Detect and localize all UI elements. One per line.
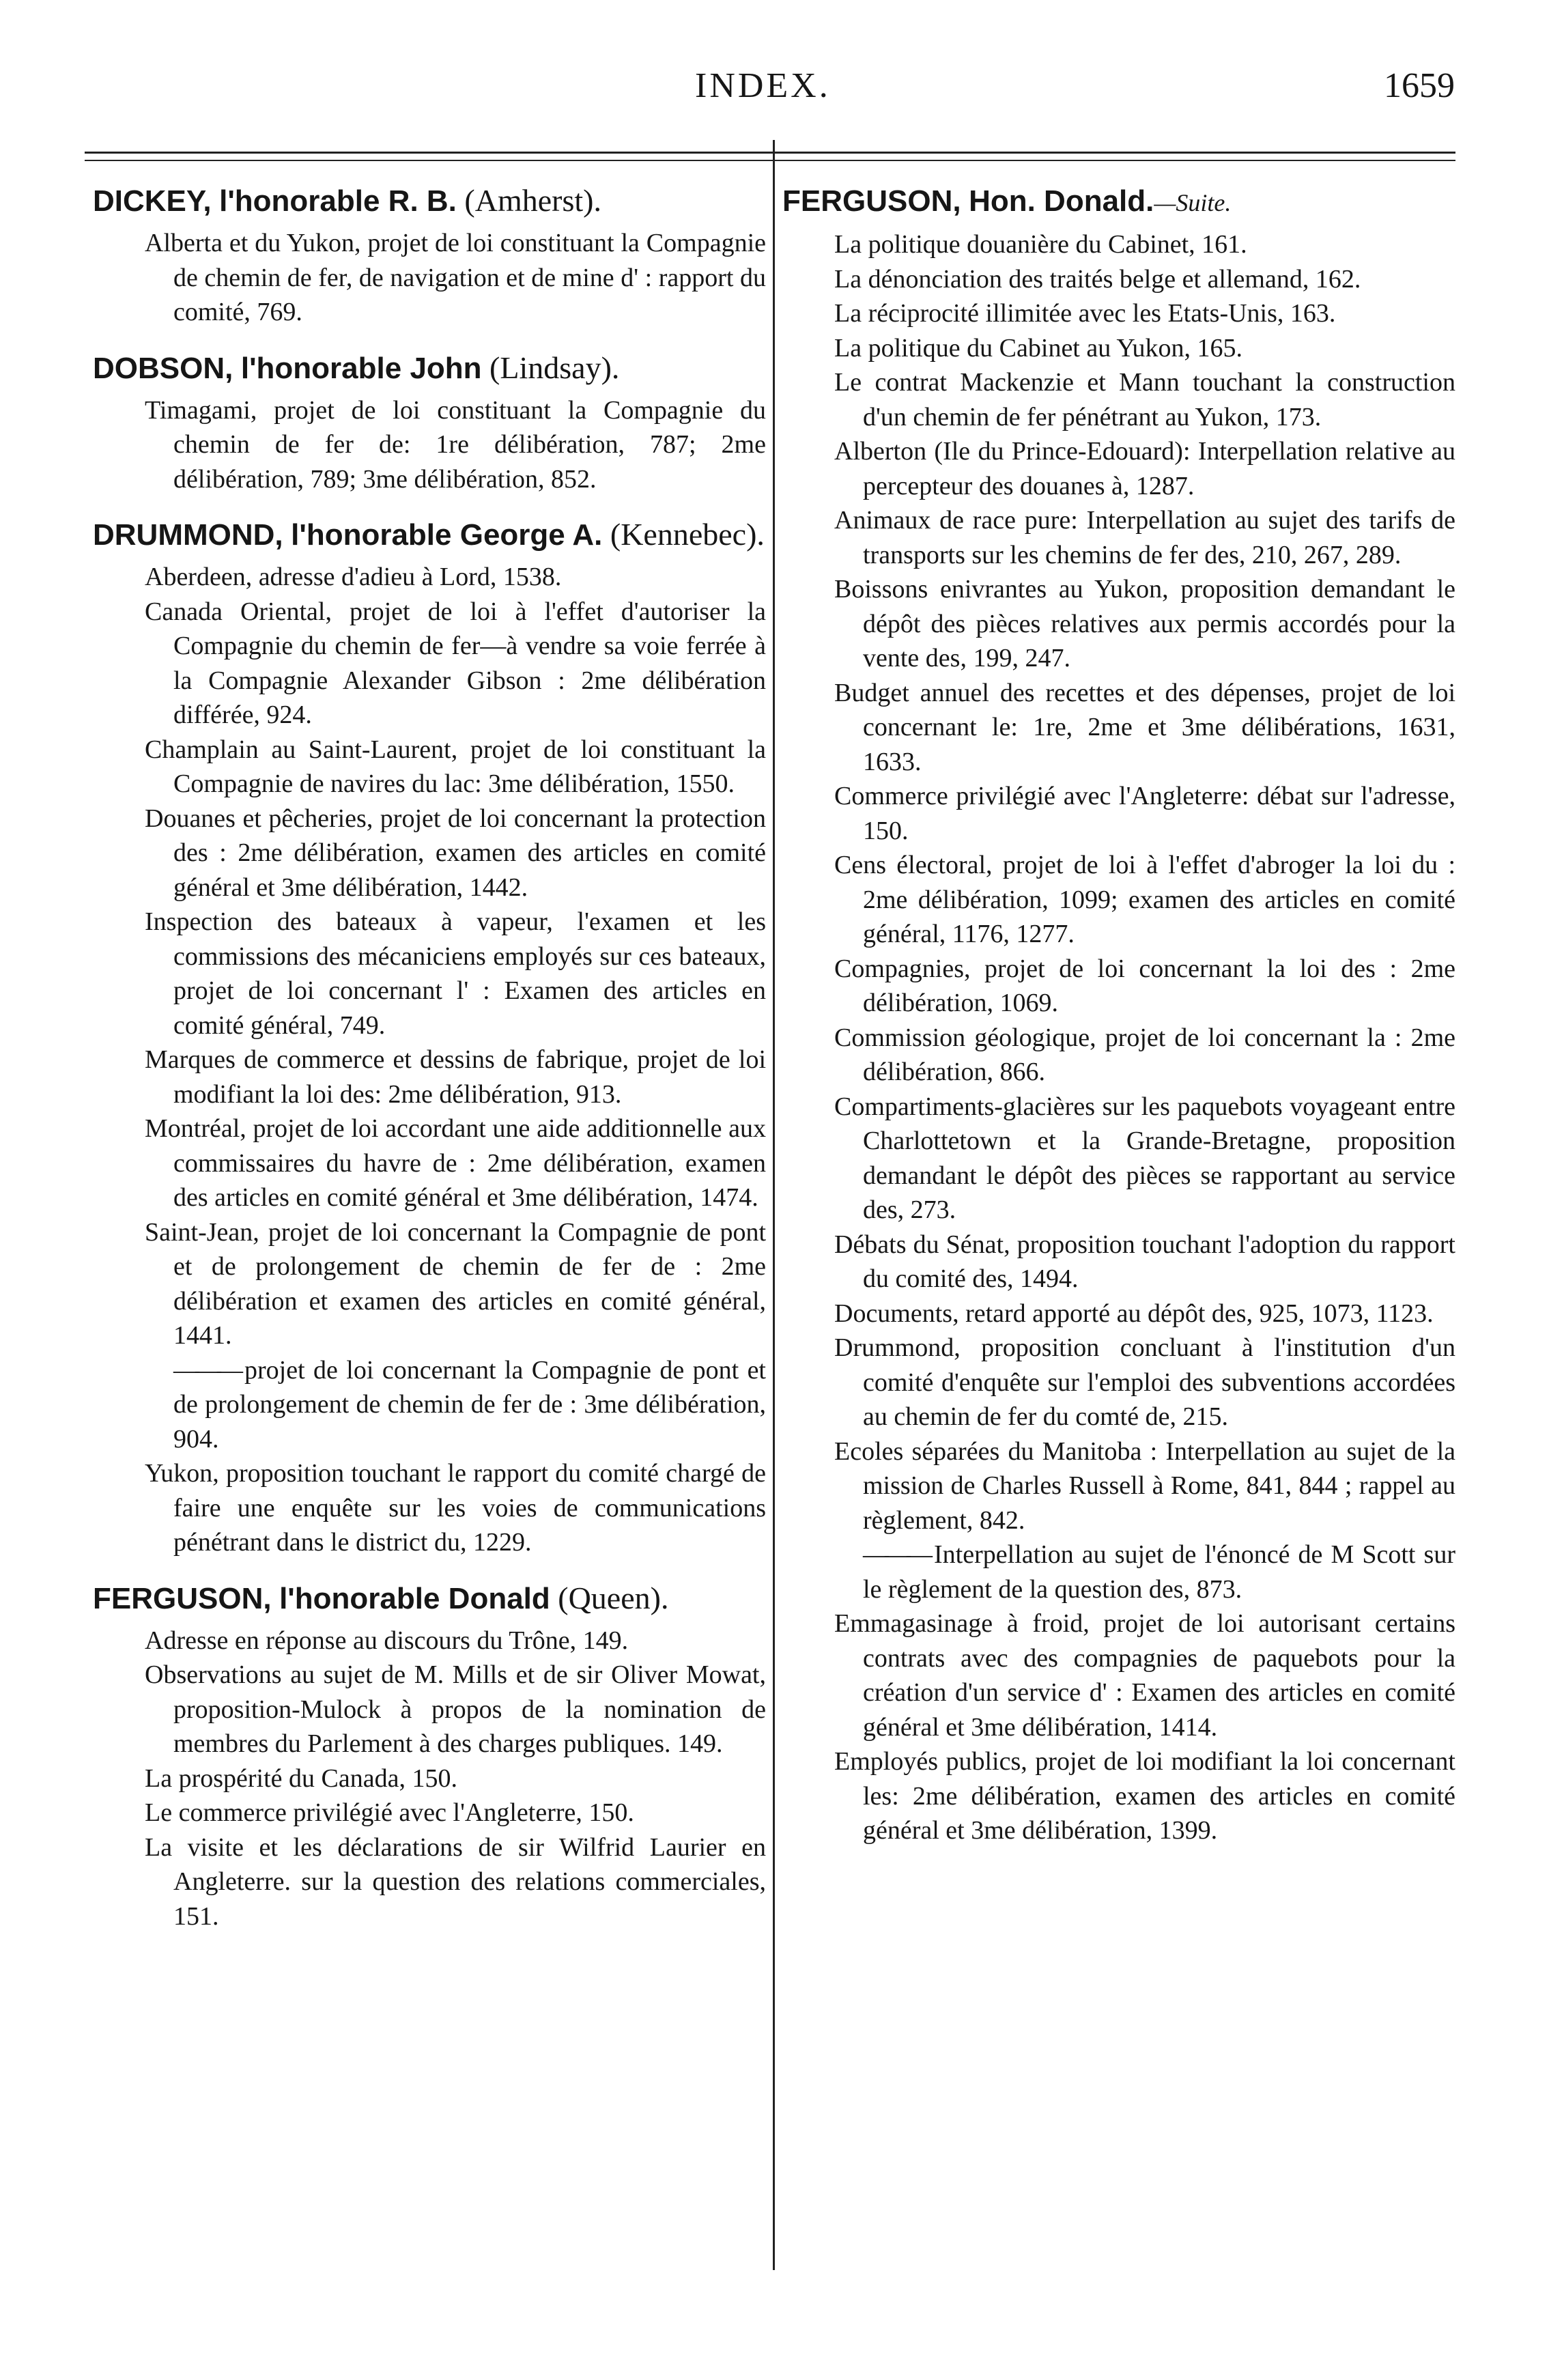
column-divider (773, 140, 775, 2270)
index-item: Timagami, projet de loi constituant la Compagnie du chemin de fer de: 1re délibération, 787; 2me délibération, 789; 3me délibération, 852. (145, 395, 766, 494)
index-item: Ecoles séparées du Manitoba : Interpellation au sujet de la mission de Charles Russell à Rome, 841, 844 ; rappel au règlement, 842. (834, 1436, 1455, 1535)
member-title: l'honorable Donald (279, 1581, 550, 1615)
index-item: Emmagasinage à froid, projet de loi autorisant certains contrats avec des compagnies de paquebots pour la création d'un service d' : Examen des articles en comité général et 3me délibération, 1414. (834, 1609, 1455, 1742)
member-name: DRUMMOND, (93, 518, 283, 552)
header-rule-thin (85, 160, 1455, 161)
index-item: Cens électoral, projet de loi à l'effet d'abroger la loi du : 2me délibération, 1099; examen des articles en comité général, 1176, 1277. (834, 851, 1455, 948)
index-item: Alberta et du Yukon, projet de loi constituant la Compagnie de chemin de fer, de navigation et de mine d' : rapport du comité, 769. (145, 229, 766, 326)
member-riding: (Queen). (558, 1580, 669, 1615)
index-item: Boissons enivrantes au Yukon, proposition demandant le dépôt des pièces relatives aux permis accordés pour la vente des, 199, 247. (834, 575, 1455, 672)
index-subitem: ——— projet de loi concernant la Compagnie de pont et de prolongement de chemin de fer de : 3me délibération, 904. (145, 1353, 766, 1457)
index-item: Douanes et pêcheries, projet de loi concernant la protection des : 2me délibération, examen des articles en comité général et 3me délibération, 1442. (145, 804, 766, 902)
index-item: Marques de commerce et dessins de fabrique, projet de loi modifiant la loi des: 2me délibération, 913. (145, 1045, 766, 1109)
index-item: Le contrat Mackenzie et Mann touchant la construction d'un chemin de fer pénétrant au Yukon, 173. (834, 368, 1455, 431)
member-riding: (Kennebec). (610, 517, 765, 552)
member-name: FERGUSON, (93, 1581, 272, 1615)
index-item: Compartiments-glacières sur les paquebots voyageant entre Charlottetown et la Grande-Bretagne, proposition demandant le dépôt des pièces se rapportant au service des, 273. (834, 1092, 1455, 1224)
page-number: 1659 (1384, 66, 1455, 105)
index-subitem: ——— Interpellation au sujet de l'énoncé de M Scott sur le règlement de la question des, 873. (834, 1538, 1455, 1606)
entry-heading (93, 1579, 766, 1618)
index-entry-dobson (93, 349, 766, 497)
index-item: Commission géologique, projet de loi concernant la : 2me délibération, 866. (834, 1023, 1455, 1086)
index-item: Aberdeen, adresse d'adieu à Lord, 1538. (145, 563, 562, 591)
index-item: Documents, retard apporté au dépôt des, 925, 1073, 1123. (834, 1299, 1434, 1328)
index-entry-dickey (93, 182, 766, 330)
member-name: DOBSON, (93, 351, 233, 385)
entry-heading (93, 349, 766, 388)
index-item: Montréal, projet de loi accordant une aide additionnelle aux commissaires du havre de : 2me délibération, examen des articles en comité général et 3me délibération, 1474. (145, 1114, 766, 1212)
index-item: La politique du Cabinet au Yukon, 165. (834, 333, 1243, 363)
index-item: Compagnies, projet de loi concernant la loi des : 2me délibération, 1069. (834, 954, 1455, 1017)
index-item: La dénonciation des traités belge et allemand, 162. (834, 264, 1361, 294)
index-item: Yukon, proposition touchant le rapport du comité chargé de faire une enquête sur les voies de communications pénétrant dans le district du, 1229. (145, 1459, 766, 1557)
page-title: INDEX. (695, 66, 831, 105)
index-item: Le commerce privilégié avec l'Angleterre, 150. (145, 1798, 634, 1827)
index-item: Observations au sujet de M. Mills et de sir Oliver Mowat, proposition-Mulock à propos de la nomination de membres du Parlement à des charges publiques. 149. (145, 1660, 766, 1758)
member-name: FERGUSON, (782, 184, 961, 218)
index-item: Animaux de race pure: Interpellation au sujet des tarifs de transports sur les chemins de fer des, 210, 267, 289. (834, 506, 1455, 569)
member-riding: (Amherst). (464, 183, 601, 218)
entry-heading (93, 182, 766, 221)
entry-heading (93, 515, 766, 554)
continued-label: —Suite. (1154, 189, 1232, 216)
member-title: Hon. Donald. (969, 184, 1154, 218)
right-column (782, 182, 1455, 1867)
index-item: Inspection des bateaux à vapeur, l'examen et les commissions des mécaniciens employés sur ces bateaux, projet de loi concernant l' : Examen des articles en comité général, 749. (145, 907, 766, 1040)
entry-heading (782, 182, 1455, 222)
index-item: Adresse en réponse au discours du Trône, 149. (145, 1626, 629, 1655)
left-column (93, 182, 766, 1953)
index-item: Budget annuel des recettes et des dépenses, projet de loi concernant le: 1re, 2me et 3me délibérations, 1631, 1633. (834, 678, 1455, 776)
index-item: La prospérité du Canada, 150. (145, 1763, 457, 1793)
member-title: l'honorable R. B. (219, 184, 457, 218)
index-item: Employés publics, projet de loi modifiant la loi concernant les: 2me délibération, examen des articles en comité général et 3me délibération, 1399. (834, 1747, 1455, 1845)
index-item: Saint-Jean, projet de loi concernant la Compagnie de pont et de prolongement de chemin de fer de : 2me délibération et examen des articles en comité général, 1441. (145, 1217, 766, 1350)
member-title: l'honorable George A. (291, 518, 603, 552)
index-item: La réciprocité illimitée avec les Etats-Unis, 163. (834, 299, 1336, 328)
page-header (0, 66, 1549, 120)
index-item: La visite et les déclarations de sir Wilfrid Laurier en Angleterre. sur la question des relations commerciales, 151. (145, 1832, 766, 1931)
index-entry-ferguson (93, 1579, 766, 1934)
index-item: Alberton (Ile du Prince-Edouard): Interpellation relative au percepteur des douanes à, 1287. (834, 437, 1455, 500)
index-item: Commerce privilégié avec l'Angleterre: débat sur l'adresse, 150. (834, 782, 1455, 845)
member-title: l'honorable John (240, 351, 482, 385)
index-entry-ferguson-suite (782, 182, 1455, 1848)
index-item: Drummond, proposition concluant à l'institution d'un comité d'enquête sur l'emploi des subventions accordées au chemin de fer du comté de, 215. (834, 1333, 1455, 1431)
member-riding: (Lindsay). (489, 350, 620, 385)
index-item: Débats du Sénat, proposition touchant l'adoption du rapport du comité des, 1494. (834, 1230, 1455, 1293)
index-entry-drummond (93, 515, 766, 1560)
index-item: Canada Oriental, projet de loi à l'effet d'autoriser la Compagnie du chemin de fer—à vendre sa voie ferrée à la Compagnie Alexander Gibson : 2me délibération différée, 924. (145, 597, 766, 729)
index-item: La politique douanière du Cabinet, 161. (834, 230, 1247, 259)
index-item: Champlain au Saint-Laurent, projet de loi constituant la Compagnie de navires du lac: 3me délibération, 1550. (145, 735, 766, 798)
member-name: DICKEY, (93, 184, 212, 218)
header-rule (85, 152, 1455, 154)
